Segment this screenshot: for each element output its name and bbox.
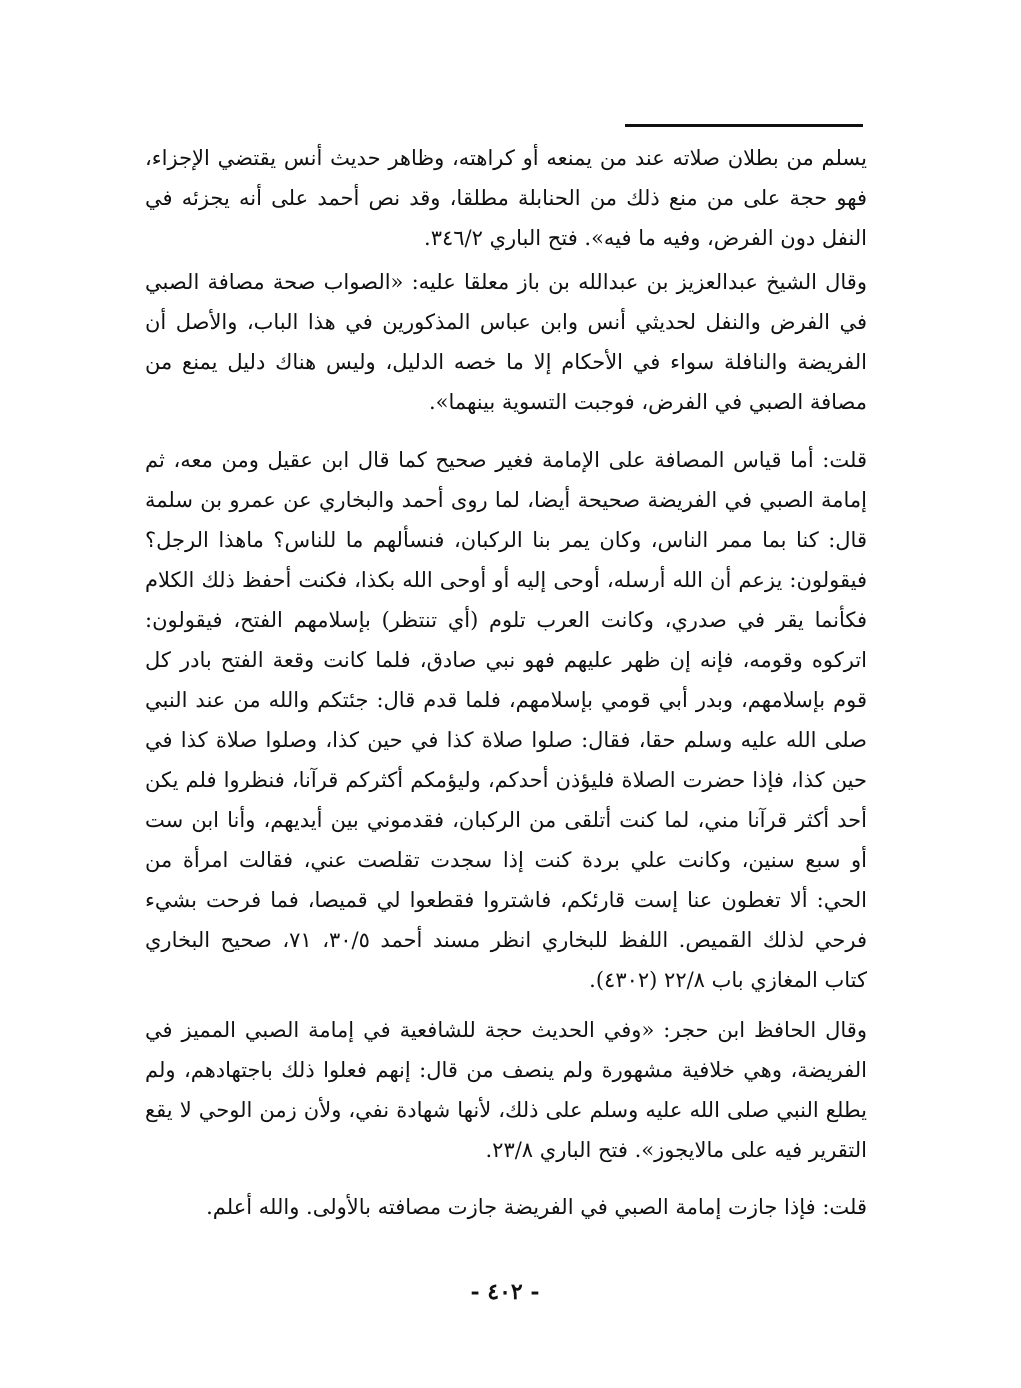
paragraph-fath-al-bari-quote [145,138,867,262]
footnote-separator-line [625,124,863,127]
page-number: - ٤٠٢ - [470,1279,540,1305]
paragraph-ibn-hajar-quote [145,1010,867,1172]
paragraph-text: قلت: أما قياس المصافة على الإمامة فغير صحيح كما قال ابن عقيل ومن معه، ثم إمامة الصبي في الفريضة صحيحة أيضا، لما روى أحمد والبخاري عن عمرو بن سلمة قال: كنا بما ممر الناس، وكان يمر بنا الركبان، فنسألهم ما للناس؟ ماهذا الرجل؟ فيقولون: يزعم أن الله أرسله، أوحى إليه أو أوحى الله بكذا، فكنت أحفظ ذلك الكلام فكأنما يقر في صدري، وكانت العرب تلوم (أي تنتظر) بإسلامهم الفتح، فيقولون: اتركوه وقومه، فإنه إن ظهر عليهم فهو نبي صادق، فلما كانت وقعة الفتح بادر كل قوم بإسلامهم، وبدر أبي قومي بإسلامهم، فلما قدم قال: جئتكم والله من عند النبي صلى الله عليه وسلم حقا، فقال: صلوا صلاة كذا في حين كذا، وصلوا صلاة كذا في حين كذا، فإذا حضرت الصلاة فليؤذن أحدكم، وليؤمكم أكثركم قرآنا، فنظروا فلم يكن أحد أكثر قرآنا مني، لما كنت أتلقى من الركبان، فقدموني بين أيديهم، وأنا ابن ست أو سبع سنين، وكانت علي بردة كنت إذا سجدت تقلصت عني، فقالت امرأة من الحي: ألا تغطون عنا إست قارئكم، فاشتروا فقطعوا لي قميصا، فما فرحت بشيء فرحي لذلك القميص. اللفظ للبخاري انظر مسند أحمد ٣٠/٥، ٧١، صحيح البخاري كتاب المغازي باب ٢٢/٨ (٤٣٠٢). [145,448,868,992]
paragraph-ibn-baz-comment [145,262,867,426]
paragraph-text: وقال الحافظ ابن حجر: «وفي الحديث حجة للشافعية في إمامة الصبي المميز في الفريضة، وهي خلافية مشهورة ولم ينصف من قال: إنهم فعلوا ذلك باجتهادهم، ولم يطلع النبي صلى الله عليه وسلم على ذلك، لأنها شهادة نفي، ولأن زمن الوحي لا يقع التقرير فيه على مالايجوز». فتح الباري ٢٣/٨. [145,1018,867,1162]
paragraph-text: وقال الشيخ عبدالعزيز بن عبدالله بن باز معلقا عليه: «الصواب صحة مصافة الصبي في الفرض والنفل لحديثي أنس وابن عباس المذكورين في هذا الباب، والأصل أن الفريضة والنافلة سواء في الأحكام إلا ما خصه الدليل، وليس هناك دليل يمنع من مصافة الصبي في الفرض، فوجبت التسوية بينهما». [145,270,867,414]
paragraph-amr-bin-salama-hadith [145,440,867,1004]
paragraph-conclusion [170,1187,867,1227]
paragraph-text: يسلم من بطلان صلاته عند من يمنعه أو كراهته، وظاهر حديث أنس يقتضي الإجزاء، فهو حجة على من منع ذلك من الحنابلة مطلقا، وقد نص أحمد على أنه يجزئه في النفل دون الفرض، وفيه ما فيه». فتح الباري ٣٤٦/٢. [145,146,867,250]
paragraph-text: قلت: فإذا جازت إمامة الصبي في الفريضة جازت مصافته بالأولى. والله أعلم. [206,1195,867,1219]
